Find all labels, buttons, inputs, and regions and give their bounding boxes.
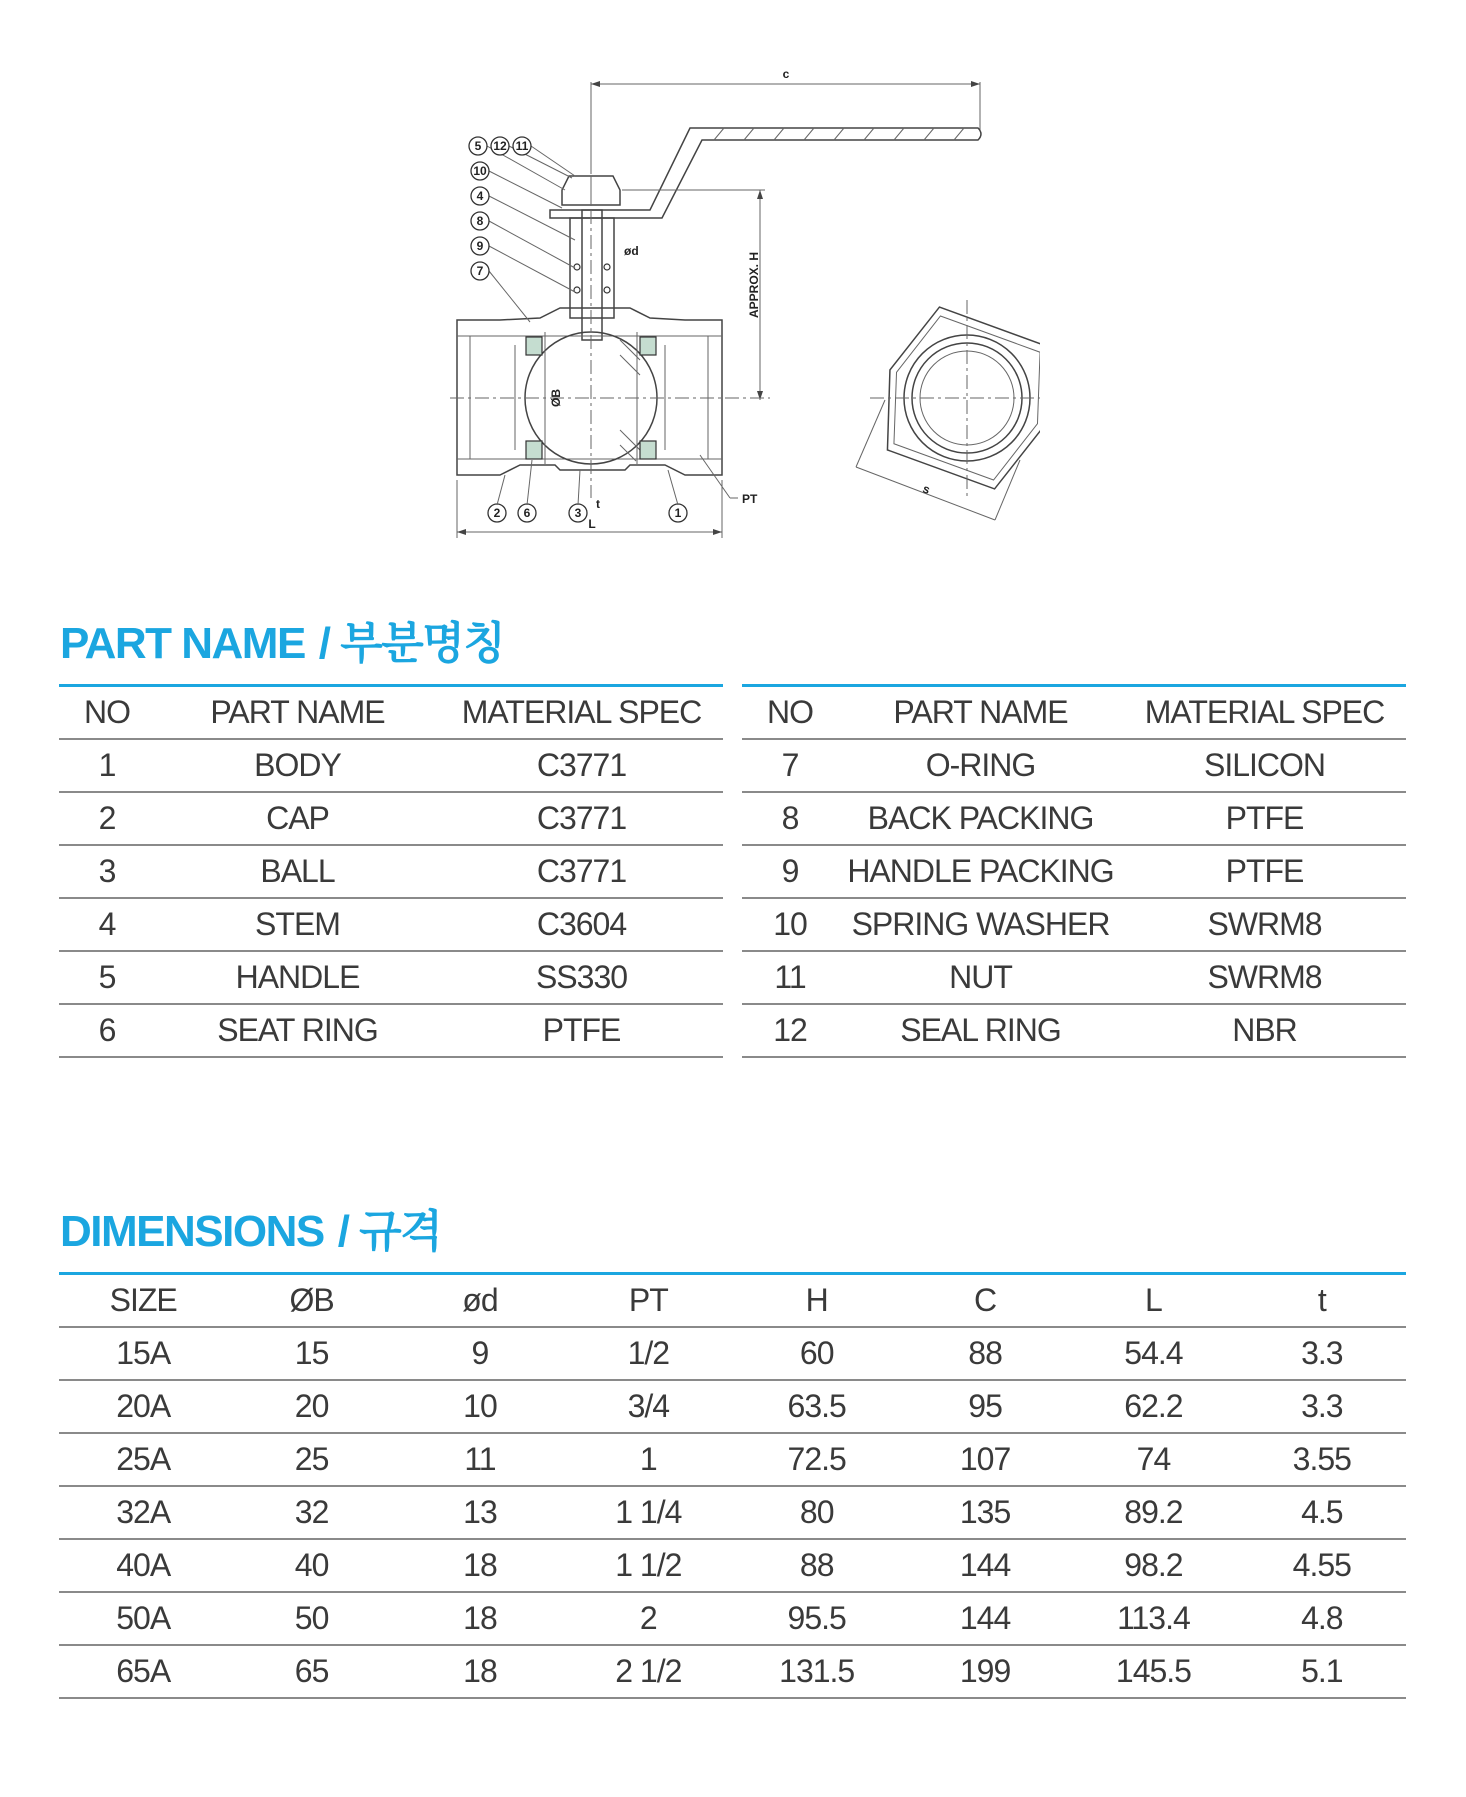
table-row xyxy=(742,845,1406,898)
svg-text:6: 6 xyxy=(523,506,531,520)
cell-c: 88 xyxy=(901,1327,1069,1380)
part-material: C3771 xyxy=(440,792,723,845)
cell-pt: 1 1/4 xyxy=(564,1486,732,1539)
table-row xyxy=(742,951,1406,1004)
part-name: HANDLE xyxy=(155,951,440,1004)
cell-c: 144 xyxy=(901,1592,1069,1645)
cell-l: 98.2 xyxy=(1069,1539,1237,1592)
part-name: SPRING WASHER xyxy=(838,898,1123,951)
part-name: O-RING xyxy=(838,739,1123,792)
table-row xyxy=(59,1539,1406,1592)
part-name: NUT xyxy=(838,951,1123,1004)
cell-od: 9 xyxy=(396,1327,564,1380)
svg-text:2: 2 xyxy=(493,506,501,520)
svg-text:1: 1 xyxy=(674,506,682,520)
callout-bubble-2 xyxy=(488,504,506,522)
part-no: 7 xyxy=(742,739,838,792)
dim-od-label: ød xyxy=(624,244,639,258)
col-header-material-spec: MATERIAL SPEC xyxy=(1123,686,1406,740)
table-row xyxy=(59,1645,1406,1698)
cell-l: 54.4 xyxy=(1069,1327,1237,1380)
cell-size: 40A xyxy=(59,1539,227,1592)
dim-l-label: L xyxy=(588,517,596,531)
callout-bubble-11 xyxy=(513,137,531,155)
cell-t: 4.55 xyxy=(1238,1539,1406,1592)
valve-technical-drawing xyxy=(440,60,1040,550)
table-row xyxy=(59,1592,1406,1645)
callout-bubble-4 xyxy=(471,187,489,205)
col-header-od: ød xyxy=(396,1274,564,1328)
cell-l: 62.2 xyxy=(1069,1380,1237,1433)
part-material: SS330 xyxy=(440,951,723,1004)
cell-size: 15A xyxy=(59,1327,227,1380)
svg-text:8: 8 xyxy=(476,214,484,228)
part-material: SWRM8 xyxy=(1123,898,1406,951)
part-no: 2 xyxy=(59,792,155,845)
cell-c: 135 xyxy=(901,1486,1069,1539)
dim-c-label: c xyxy=(782,67,790,81)
cell-pt: 1 xyxy=(564,1433,732,1486)
col-header-c: C xyxy=(901,1274,1069,1328)
dimensions-title: DIMENSIONS xyxy=(60,1207,324,1256)
dim-h-label: APPROX. H xyxy=(747,251,761,319)
part-no: 1 xyxy=(59,739,155,792)
cell-l: 145.5 xyxy=(1069,1645,1237,1698)
cell-ob: 32 xyxy=(227,1486,395,1539)
callout-bubble-12 xyxy=(491,137,509,155)
col-header-l: L xyxy=(1069,1274,1237,1328)
cell-h: 80 xyxy=(733,1486,901,1539)
table-header-row xyxy=(742,686,1406,740)
cell-t: 5.1 xyxy=(1238,1645,1406,1698)
dimensions-table xyxy=(59,1272,1406,1699)
svg-text:5: 5 xyxy=(474,139,482,153)
table-row xyxy=(59,1004,723,1057)
part-name: HANDLE PACKING xyxy=(838,845,1123,898)
col-header-ob: ØB xyxy=(227,1274,395,1328)
part-name: BODY xyxy=(155,739,440,792)
cell-size: 32A xyxy=(59,1486,227,1539)
dim-t-label: t xyxy=(596,497,600,511)
table-row xyxy=(59,898,723,951)
cell-ob: 40 xyxy=(227,1539,395,1592)
svg-text:11: 11 xyxy=(515,139,529,153)
cell-od: 18 xyxy=(396,1539,564,1592)
table-row xyxy=(59,792,723,845)
part-name: BALL xyxy=(155,845,440,898)
cell-c: 107 xyxy=(901,1433,1069,1486)
part-no: 9 xyxy=(742,845,838,898)
col-header-material-spec: MATERIAL SPEC xyxy=(440,686,723,740)
col-header-size: SIZE xyxy=(59,1274,227,1328)
cell-pt: 2 1/2 xyxy=(564,1645,732,1698)
part-name: SEAL RING xyxy=(838,1004,1123,1057)
col-header-part-name: PART NAME xyxy=(155,686,440,740)
part-no: 6 xyxy=(59,1004,155,1057)
part-name: STEM xyxy=(155,898,440,951)
cell-od: 18 xyxy=(396,1645,564,1698)
cell-h: 72.5 xyxy=(733,1433,901,1486)
part-no: 5 xyxy=(59,951,155,1004)
cell-c: 144 xyxy=(901,1539,1069,1592)
dimensions-subtitle: / 규격 xyxy=(337,1207,442,1256)
cell-t: 3.55 xyxy=(1238,1433,1406,1486)
part-material: PTFE xyxy=(1123,845,1406,898)
callout-bubble-8 xyxy=(471,212,489,230)
cell-ob: 25 xyxy=(227,1433,395,1486)
table-row xyxy=(59,1486,1406,1539)
table-row xyxy=(59,1433,1406,1486)
part-material: C3771 xyxy=(440,739,723,792)
table-row xyxy=(59,1327,1406,1380)
cell-ob: 65 xyxy=(227,1645,395,1698)
cell-h: 88 xyxy=(733,1539,901,1592)
svg-text:12: 12 xyxy=(493,139,507,153)
cell-size: 25A xyxy=(59,1433,227,1486)
cell-l: 89.2 xyxy=(1069,1486,1237,1539)
table-row xyxy=(742,739,1406,792)
part-material: SWRM8 xyxy=(1123,951,1406,1004)
dim-pt-label: PT xyxy=(742,492,758,506)
part-material: C3771 xyxy=(440,845,723,898)
part-name-title: PART NAME xyxy=(60,619,305,668)
svg-text:7: 7 xyxy=(476,264,484,278)
cell-size: 50A xyxy=(59,1592,227,1645)
callout-bubble-7 xyxy=(471,262,489,280)
cell-c: 199 xyxy=(901,1645,1069,1698)
part-no: 8 xyxy=(742,792,838,845)
cell-l: 74 xyxy=(1069,1433,1237,1486)
cell-size: 65A xyxy=(59,1645,227,1698)
callout-bubble-10 xyxy=(471,162,489,180)
cell-l: 113.4 xyxy=(1069,1592,1237,1645)
cell-c: 95 xyxy=(901,1380,1069,1433)
cell-ob: 20 xyxy=(227,1380,395,1433)
cell-h: 95.5 xyxy=(733,1592,901,1645)
cell-h: 63.5 xyxy=(733,1380,901,1433)
svg-text:4: 4 xyxy=(476,189,484,203)
cell-pt: 1 1/2 xyxy=(564,1539,732,1592)
part-material: C3604 xyxy=(440,898,723,951)
table-header-row xyxy=(59,1274,1406,1328)
table-row xyxy=(742,1004,1406,1057)
part-no: 12 xyxy=(742,1004,838,1057)
part-no: 4 xyxy=(59,898,155,951)
cell-t: 3.3 xyxy=(1238,1380,1406,1433)
cell-t: 4.8 xyxy=(1238,1592,1406,1645)
svg-text:10: 10 xyxy=(473,164,487,178)
cell-pt: 2 xyxy=(564,1592,732,1645)
cell-pt: 3/4 xyxy=(564,1380,732,1433)
cell-h: 131.5 xyxy=(733,1645,901,1698)
table-row xyxy=(59,739,723,792)
table-row xyxy=(59,845,723,898)
part-material: PTFE xyxy=(1123,792,1406,845)
part-name: SEAT RING xyxy=(155,1004,440,1057)
cell-ob: 50 xyxy=(227,1592,395,1645)
cell-od: 18 xyxy=(396,1592,564,1645)
parts-table-right xyxy=(742,684,1406,1058)
svg-text:3: 3 xyxy=(574,506,582,520)
part-name-subtitle: / 부분명칭 xyxy=(318,619,505,668)
part-name: BACK PACKING xyxy=(838,792,1123,845)
col-header-no: NO xyxy=(59,686,155,740)
part-material: PTFE xyxy=(440,1004,723,1057)
cell-h: 60 xyxy=(733,1327,901,1380)
cell-t: 3.3 xyxy=(1238,1327,1406,1380)
col-header-h: H xyxy=(733,1274,901,1328)
svg-text:9: 9 xyxy=(476,239,484,253)
cell-od: 13 xyxy=(396,1486,564,1539)
col-header-no: NO xyxy=(742,686,838,740)
dimensions-heading xyxy=(60,1195,441,1259)
callout-bubble-1 xyxy=(669,504,687,522)
part-no: 3 xyxy=(59,845,155,898)
part-callouts-top xyxy=(469,137,531,280)
callout-bubble-5 xyxy=(469,137,487,155)
cell-od: 10 xyxy=(396,1380,564,1433)
cell-size: 20A xyxy=(59,1380,227,1433)
table-row xyxy=(59,1380,1406,1433)
part-no: 10 xyxy=(742,898,838,951)
callout-bubble-9 xyxy=(471,237,489,255)
callout-bubble-6 xyxy=(518,504,536,522)
table-row xyxy=(742,898,1406,951)
cell-ob: 15 xyxy=(227,1327,395,1380)
table-row xyxy=(742,792,1406,845)
cell-od: 11 xyxy=(396,1433,564,1486)
cell-pt: 1/2 xyxy=(564,1327,732,1380)
part-material: NBR xyxy=(1123,1004,1406,1057)
parts-table-left xyxy=(59,684,723,1058)
part-material: SILICON xyxy=(1123,739,1406,792)
dim-s-label: s xyxy=(920,481,933,497)
cell-t: 4.5 xyxy=(1238,1486,1406,1539)
col-header-pt: PT xyxy=(564,1274,732,1328)
part-name-heading xyxy=(60,607,504,671)
col-header-t: t xyxy=(1238,1274,1406,1328)
callout-bubble-3 xyxy=(569,504,587,522)
part-no: 11 xyxy=(742,951,838,1004)
part-name: CAP xyxy=(155,792,440,845)
col-header-part-name: PART NAME xyxy=(838,686,1123,740)
table-header-row xyxy=(59,686,723,740)
dim-ob-label: ØB xyxy=(549,389,563,407)
table-row xyxy=(59,951,723,1004)
